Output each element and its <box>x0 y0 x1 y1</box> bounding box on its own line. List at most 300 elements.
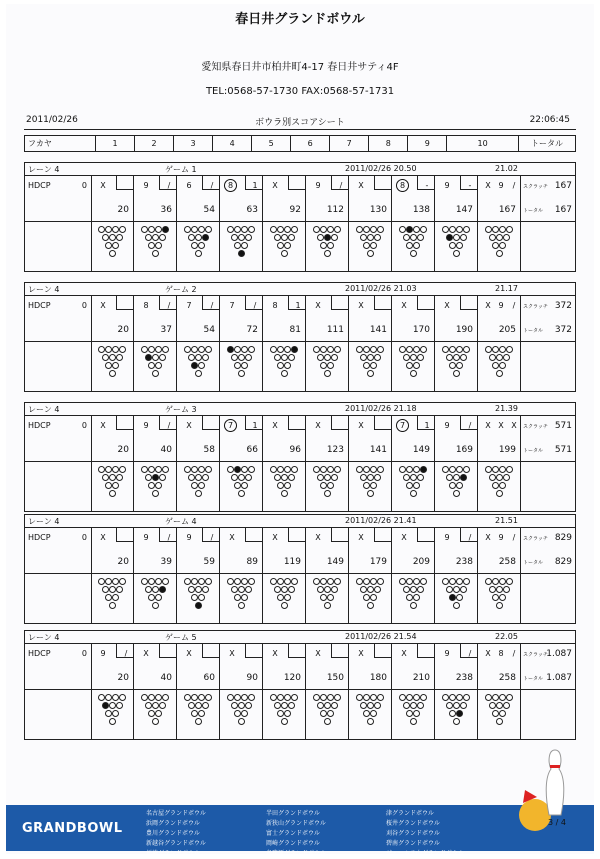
frame-marks <box>134 643 177 667</box>
pin <box>195 718 202 725</box>
pin <box>238 586 245 593</box>
pin <box>313 694 320 701</box>
pin <box>413 346 420 353</box>
pin-diagram <box>399 226 427 266</box>
pin <box>492 594 499 601</box>
pin <box>152 250 159 257</box>
pin <box>324 702 331 709</box>
pin <box>281 702 288 709</box>
pin <box>324 354 331 361</box>
frame-score-cell <box>263 667 306 689</box>
pin <box>399 578 406 585</box>
total-blank <box>519 574 575 624</box>
pin <box>274 234 281 241</box>
frame-score-cell <box>392 199 435 221</box>
pin <box>417 474 424 481</box>
pin <box>320 346 327 353</box>
frame-pin-diagram <box>478 690 521 740</box>
roll-box <box>159 175 176 190</box>
pin <box>446 234 453 241</box>
roll-box <box>159 295 176 310</box>
game-start: 2011/02/26 21.54 <box>345 632 417 641</box>
pin <box>334 226 341 233</box>
hdcp-cell <box>25 415 92 439</box>
pin <box>241 362 248 369</box>
pin <box>274 354 281 361</box>
pin <box>277 482 284 489</box>
frame-marks <box>91 643 134 667</box>
pin <box>460 234 467 241</box>
pin <box>463 226 470 233</box>
frame-pin-diagram <box>392 574 435 624</box>
pin <box>245 474 252 481</box>
pin <box>152 602 159 609</box>
pin-diagram <box>485 346 513 386</box>
pin <box>503 702 510 709</box>
pin <box>399 226 406 233</box>
pin <box>499 694 506 701</box>
pin <box>284 594 291 601</box>
pin <box>291 226 298 233</box>
pin <box>320 710 327 717</box>
roll-mark: / <box>167 181 171 190</box>
pin <box>399 466 406 473</box>
frame-score: 90 <box>246 673 258 683</box>
pin <box>320 694 327 701</box>
pin <box>98 346 105 353</box>
left-blank-cell <box>25 439 92 461</box>
frame-pin-diagram <box>306 690 349 740</box>
pin <box>109 718 116 725</box>
pin <box>492 710 499 717</box>
branch-item: 川崎グランドボウル <box>146 850 200 857</box>
scores-row <box>25 319 575 341</box>
pin <box>413 578 420 585</box>
frame-score-cell <box>177 319 220 341</box>
pin <box>377 346 384 353</box>
pin <box>284 226 291 233</box>
frame-score-cell <box>220 439 263 461</box>
frame-score: 141 <box>369 325 387 335</box>
pin-diagram <box>98 346 126 386</box>
frame-pin-diagram <box>306 574 349 624</box>
roll-mark: 8 <box>224 179 237 192</box>
pin <box>270 226 277 233</box>
branch-item: 桜井グランドボウル <box>386 820 440 827</box>
pin <box>152 234 159 241</box>
frame-marks <box>177 643 220 667</box>
roll-mark: X <box>358 301 364 310</box>
frame-pin-diagram <box>91 462 134 512</box>
pin <box>449 346 456 353</box>
pin <box>191 466 198 473</box>
frame-header: 10 <box>447 136 519 152</box>
branch-item: 名古屋グランドボウル <box>146 810 206 817</box>
pin <box>281 586 288 593</box>
frame-marks <box>91 415 134 439</box>
roll-mark: 1 <box>252 181 258 190</box>
frame-score: 147 <box>455 205 473 215</box>
pin <box>105 578 112 585</box>
frame-score: 119 <box>283 557 301 567</box>
pin <box>506 346 513 353</box>
pin <box>109 354 116 361</box>
pin <box>410 354 417 361</box>
hdcp-value: 0 <box>81 181 87 190</box>
pin <box>241 482 248 489</box>
pin <box>155 346 162 353</box>
pin <box>442 466 449 473</box>
pin <box>198 710 205 717</box>
pin-diagram <box>313 466 341 506</box>
frame-score: 63 <box>246 205 258 215</box>
pin <box>274 474 281 481</box>
frame-score: 54 <box>203 325 215 335</box>
pin <box>506 578 513 585</box>
pin <box>327 226 334 233</box>
pin <box>360 702 367 709</box>
roll-box <box>460 415 477 430</box>
scratch-value: 571 <box>554 421 572 431</box>
total-value: 571 <box>554 445 572 455</box>
pin <box>238 602 245 609</box>
pin <box>374 702 381 709</box>
total-cell <box>519 319 575 341</box>
frame-marks <box>177 415 220 439</box>
roll-box <box>374 295 391 310</box>
frame-score-cell <box>435 199 478 221</box>
pin-diagram <box>442 694 470 734</box>
pin <box>159 586 166 593</box>
frame-score: 39 <box>160 557 172 567</box>
total-label: トータル <box>523 560 544 566</box>
pin <box>374 586 381 593</box>
pin <box>284 578 291 585</box>
frame-marks <box>91 175 134 199</box>
pin <box>148 578 155 585</box>
frame-score: 180 <box>369 673 387 683</box>
pin <box>496 234 503 241</box>
pin <box>317 474 324 481</box>
pin <box>155 578 162 585</box>
pin <box>231 354 238 361</box>
pin <box>363 578 370 585</box>
pin-diagram <box>313 346 341 386</box>
roll-mark: / <box>512 533 516 542</box>
hdcp-cell <box>25 175 92 199</box>
pin <box>284 694 291 701</box>
frame-score-cell <box>306 667 349 689</box>
hdcp-value: 0 <box>81 533 87 542</box>
frame-header: 5 <box>252 136 291 152</box>
pin <box>406 578 413 585</box>
pin <box>453 718 460 725</box>
frame-score-cell <box>349 667 392 689</box>
pin <box>403 474 410 481</box>
roll-mark: X <box>485 649 491 658</box>
roll-mark: X <box>498 421 504 430</box>
frame-score-cell <box>349 319 392 341</box>
branch-item: 新狭山グランドボウル <box>266 820 326 827</box>
roll-mark: 7 <box>396 419 409 432</box>
pin <box>367 702 374 709</box>
pin <box>449 482 456 489</box>
lane-label: レーン 4 <box>28 517 60 526</box>
hdcp-label: HDCP <box>28 421 51 430</box>
pin <box>492 362 499 369</box>
frame-pin-diagram <box>220 690 263 740</box>
scratch-cell <box>519 295 575 319</box>
frame-score: 210 <box>412 673 430 683</box>
branch-item: ジェームス山グランドボウル <box>386 850 464 857</box>
pin <box>453 586 460 593</box>
pin <box>155 466 162 473</box>
pin <box>370 578 377 585</box>
game-label: ゲーム 4 <box>165 517 197 526</box>
frame-score: 150 <box>326 673 344 683</box>
pin <box>410 718 417 725</box>
frame-marks <box>349 175 392 199</box>
roll-box <box>460 643 477 658</box>
pin <box>367 490 374 497</box>
pin <box>159 702 166 709</box>
frame-score: 120 <box>283 673 301 683</box>
pin <box>492 242 499 249</box>
frame-pin-diagram <box>263 574 306 624</box>
frame-pin-diagram <box>91 222 134 272</box>
pins-row <box>25 573 575 624</box>
pin <box>112 594 119 601</box>
roll-mark: X <box>272 421 278 430</box>
pin <box>119 694 126 701</box>
pin <box>446 474 453 481</box>
alley-phone: TEL:0568-57-1730 FAX:0568-57-1731 <box>205 86 395 97</box>
frame-pin-diagram <box>392 690 435 740</box>
pin <box>112 710 119 717</box>
marks-row <box>25 175 575 199</box>
scratch-label: スクラッチ <box>523 424 548 430</box>
frame-marks <box>220 527 263 551</box>
roll-mark: X <box>485 301 491 310</box>
roll-mark: X <box>100 421 106 430</box>
pin <box>449 594 456 601</box>
pin <box>155 710 162 717</box>
pin <box>363 362 370 369</box>
roll-mark: X <box>485 421 491 430</box>
left-blank-cell <box>25 667 92 689</box>
frame-score-cell <box>263 319 306 341</box>
pin <box>202 474 209 481</box>
roll-box <box>159 527 176 542</box>
pin <box>148 346 155 353</box>
roll-mark: X <box>315 301 321 310</box>
pin <box>291 466 298 473</box>
frame-score: 138 <box>412 205 430 215</box>
pin-diagram <box>184 578 212 618</box>
roll-mark: 7 <box>186 301 192 310</box>
pin <box>492 346 499 353</box>
pin <box>227 466 234 473</box>
scratch-label: スクラッチ <box>523 304 548 310</box>
frame-pin-diagram <box>134 690 177 740</box>
pin <box>417 702 424 709</box>
frame-marks <box>220 295 263 319</box>
frame-pin-diagram <box>134 222 177 272</box>
frame-marks <box>349 415 392 439</box>
pin <box>413 482 420 489</box>
pin <box>453 602 460 609</box>
pin <box>234 242 241 249</box>
frame-score: 20 <box>117 445 129 455</box>
pin-diagram <box>270 694 298 734</box>
pin <box>377 226 384 233</box>
pin <box>320 362 327 369</box>
frame-pin-diagram <box>392 222 435 272</box>
frame-marks <box>91 295 134 319</box>
pin-diagram <box>356 578 384 618</box>
pin <box>288 586 295 593</box>
roll-mark: 9 <box>143 421 149 430</box>
pin <box>105 226 112 233</box>
pin <box>449 710 456 717</box>
pin <box>313 346 320 353</box>
roll-mark: 9 <box>444 533 450 542</box>
total-label: トータル <box>523 448 544 454</box>
pin-diagram <box>184 466 212 506</box>
pin <box>463 694 470 701</box>
game-end: 22.05 <box>495 632 518 641</box>
scores-row <box>25 439 575 461</box>
pin <box>270 466 277 473</box>
pin <box>327 242 334 249</box>
total-value: 1.087 <box>546 673 572 683</box>
roll-box <box>374 175 391 190</box>
roll-mark: X <box>358 181 364 190</box>
pin <box>112 466 119 473</box>
roll-mark: / <box>167 301 171 310</box>
roll-mark: X <box>186 649 192 658</box>
pin <box>449 694 456 701</box>
roll-mark: X <box>315 533 321 542</box>
pin <box>503 474 510 481</box>
pin-diagram <box>442 226 470 266</box>
frame-marks <box>177 295 220 319</box>
pin <box>496 474 503 481</box>
alley-address: 愛知県春日井市柏井町4-17 春日井サティ4F <box>201 62 399 73</box>
pin <box>331 354 338 361</box>
pin <box>370 466 377 473</box>
pin <box>370 226 377 233</box>
pin <box>281 602 288 609</box>
frame-pin-diagram <box>134 462 177 512</box>
pin <box>148 694 155 701</box>
pin <box>313 466 320 473</box>
pin <box>453 354 460 361</box>
total-cell <box>519 199 575 221</box>
scratch-label: スクラッチ <box>523 652 548 658</box>
frame-score: 167 <box>498 205 516 215</box>
scratch-label: スクラッチ <box>523 184 548 190</box>
frame-marks <box>177 527 220 551</box>
pin <box>453 702 460 709</box>
hdcp-label: HDCP <box>28 181 51 190</box>
pin <box>98 226 105 233</box>
pin-diagram <box>98 226 126 266</box>
roll-mark: 9 <box>498 181 504 190</box>
pin <box>109 702 116 709</box>
frame-score-cell <box>306 319 349 341</box>
hdcp-label: HDCP <box>28 649 51 658</box>
game-block <box>24 282 576 392</box>
pin <box>489 474 496 481</box>
pin <box>145 354 152 361</box>
pin <box>324 490 331 497</box>
pin <box>377 466 384 473</box>
frame-score-cell <box>349 439 392 461</box>
pin-diagram <box>485 694 513 734</box>
pin <box>356 466 363 473</box>
roll-box <box>331 415 348 430</box>
pin <box>499 578 506 585</box>
game-block <box>24 402 576 512</box>
pin <box>162 466 169 473</box>
pin <box>234 466 241 473</box>
pin <box>288 234 295 241</box>
pin <box>406 346 413 353</box>
pin <box>456 482 463 489</box>
game-end: 21.51 <box>495 516 518 525</box>
roll-mark: X <box>401 649 407 658</box>
pin <box>288 702 295 709</box>
pin <box>334 694 341 701</box>
frame-pin-diagram <box>263 462 306 512</box>
frame-score-cell <box>91 319 134 341</box>
frame-pin-diagram <box>220 222 263 272</box>
frame-score: 40 <box>160 673 172 683</box>
pin-diagram <box>442 578 470 618</box>
frame-pin-diagram <box>435 462 478 512</box>
marks-row <box>25 415 575 439</box>
roll-box <box>374 527 391 542</box>
roll-mark: X <box>401 533 407 542</box>
total-blank <box>519 462 575 512</box>
pin-diagram <box>184 226 212 266</box>
pin <box>238 490 245 497</box>
frame-header: 4 <box>213 136 252 152</box>
roll-mark: 9 <box>143 181 149 190</box>
frame-header: 7 <box>330 136 369 152</box>
pin <box>195 234 202 241</box>
pin-diagram <box>141 694 169 734</box>
frame-score: 20 <box>117 205 129 215</box>
roll-mark: / <box>167 421 171 430</box>
roll-mark: 9 <box>186 533 192 542</box>
pin <box>109 250 116 257</box>
pin <box>277 242 284 249</box>
pin <box>188 474 195 481</box>
pin <box>159 354 166 361</box>
pin <box>453 474 460 481</box>
pin <box>331 702 338 709</box>
pin <box>406 694 413 701</box>
pin <box>184 578 191 585</box>
roll-mark: / <box>210 533 214 542</box>
pin-diagram <box>141 466 169 506</box>
pin <box>241 578 248 585</box>
branch-item: 浜岡グランドボウル <box>146 820 200 827</box>
pin <box>105 710 112 717</box>
branch-item: 各務原グランドボウル <box>266 850 326 857</box>
